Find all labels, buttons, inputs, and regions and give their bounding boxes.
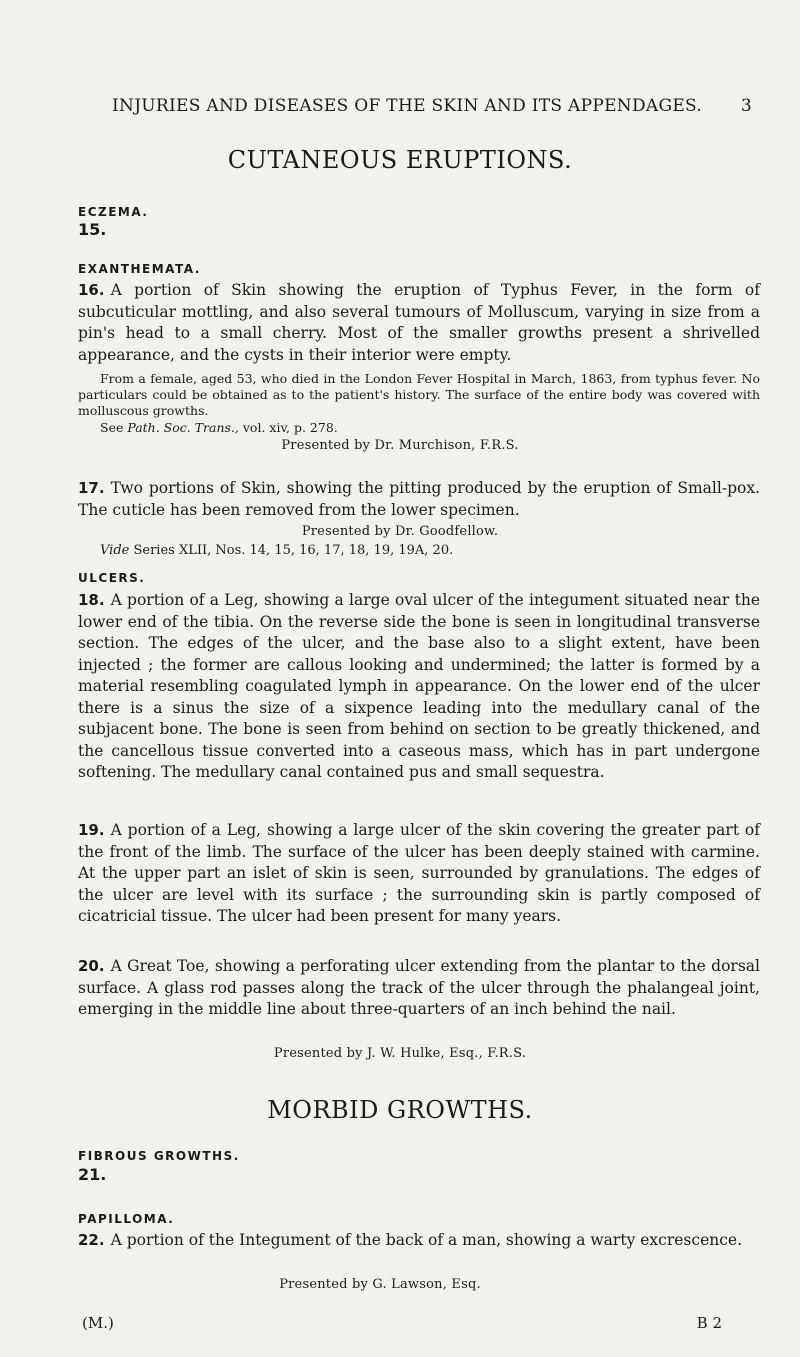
section-title-cutaneous-eruptions: CUTANEOUS ERUPTIONS. [227, 146, 573, 174]
item-number-15: 15. [78, 220, 107, 239]
reference-prefix: See [100, 420, 124, 435]
entry-17-vide [100, 543, 453, 558]
entry-19 [78, 820, 760, 928]
entry-number: 19. [78, 821, 105, 839]
entry-number: 17. [78, 479, 105, 497]
entry-16 [78, 280, 760, 366]
reference-journal: Path. Soc. Trans., [127, 420, 239, 435]
running-head-title: INJURIES AND DISEASES OF THE SKIN AND ITS APPENDAGES. [112, 96, 703, 116]
entry-text: A Great Toe, showing a perforating ulcer extending from the plantar to the dorsal surface. A glass rod passes along the track of the ulcer through the phalangeal joint, emerging in the middle line about three-quarters of an inch behind the nail. [78, 957, 760, 1018]
subheading-exanthemata: EXANTHEMATA. [78, 262, 201, 276]
entry-16-reference [78, 420, 760, 436]
entry-text: A portion of Skin showing the eruption of Typhus Fever, in the form of subcuticular mottling, and also several tumours of Molluscum, varying in size from a pin's head to a small cherry. Most of the smaller growths present a shrivelled appearance, and the cysts in their interior were empty. [78, 281, 760, 364]
entry-20-credit: Presented by J. W. Hulke, Esq., F.R.S. [273, 1046, 527, 1061]
entry-text: Two portions of Skin, showing the pitting produced by the eruption of Small-pox. The cuticle has been removed from the lower specimen. [78, 479, 760, 519]
entry-number: 20. [78, 957, 105, 975]
vide-series: Series XLII, Nos. 14, 15, 16, 17, 18, 19, 19A, 20. [133, 543, 454, 558]
subheading-papilloma: PAPILLOMA. [78, 1212, 175, 1226]
entry-text: A portion of the Integument of the back of a man, showing a warty excrescence. [110, 1231, 742, 1249]
subheading-eczema: ECZEMA. [78, 205, 149, 219]
signature-mark: (M.) [82, 1314, 114, 1332]
item-number-21: 21. [78, 1165, 107, 1184]
running-head [112, 96, 752, 116]
section-title-morbid-growths: MORBID GROWTHS. [267, 1096, 533, 1124]
entry-22-credit: Presented by G. Lawson, Esq. [279, 1277, 481, 1292]
entry-text: A portion of a Leg, showing a large ulcer of the skin covering the greater part of the front of the limb. The surface of the ulcer has been deeply stained with carmine. At the upper part an islet of skin is seen, surrounded by granulations. The edges of the ulcer are level with its surface ; the surrounding skin is partly composed of cicatricial tissue. The ulcer had been present for many years. [78, 821, 760, 925]
entry-16-note: From a female, aged 53, who died in the London Fever Hospital in March, 1863, from typhus fever. No particulars could be obtained as to the patient's history. The surface of the entire body was covered with molluscous growths. [78, 371, 760, 418]
page-number: 3 [740, 96, 752, 116]
subheading-fibrous-growths: FIBROUS GROWTHS. [78, 1149, 240, 1163]
entry-20 [78, 956, 760, 1021]
entry-17-credit: Presented by Dr. Goodfellow. [301, 524, 499, 539]
entry-text: A portion of a Leg, showing a large oval ulcer of the integument situated near the lower end of the tibia. On the reverse side the bone is seen in longitudinal transverse section. The edges of the ulcer, and the base also to a slight extent, have been injected ; the former are callous looking and undermined; the latter is formed by a material resembling coagulated lymph in appearance. On the lower end of the ulcer there is a sinus the size of a sixpence leading into the medullary canal of the subjacent bone. The bone is seen from behind on section to be greatly thickened, and the cancellous tissue converted into a caseous mass, which has in part undergone softening. The medullary canal contained pus and small sequestra. [78, 591, 760, 781]
entry-number: 22. [78, 1231, 105, 1249]
entry-22 [78, 1230, 760, 1252]
vide-label: Vide [100, 543, 130, 558]
entry-16-credit: Presented by Dr. Murchison, F.R.S. [281, 438, 519, 453]
sheet-mark: B 2 [696, 1314, 722, 1332]
entry-18 [78, 590, 760, 784]
subheading-ulcers: ULCERS. [78, 571, 146, 585]
reference-volume: vol. xiv, p. 278. [242, 420, 338, 435]
entry-number: 18. [78, 591, 105, 609]
entry-number: 16. [78, 281, 105, 299]
entry-17 [78, 478, 760, 521]
